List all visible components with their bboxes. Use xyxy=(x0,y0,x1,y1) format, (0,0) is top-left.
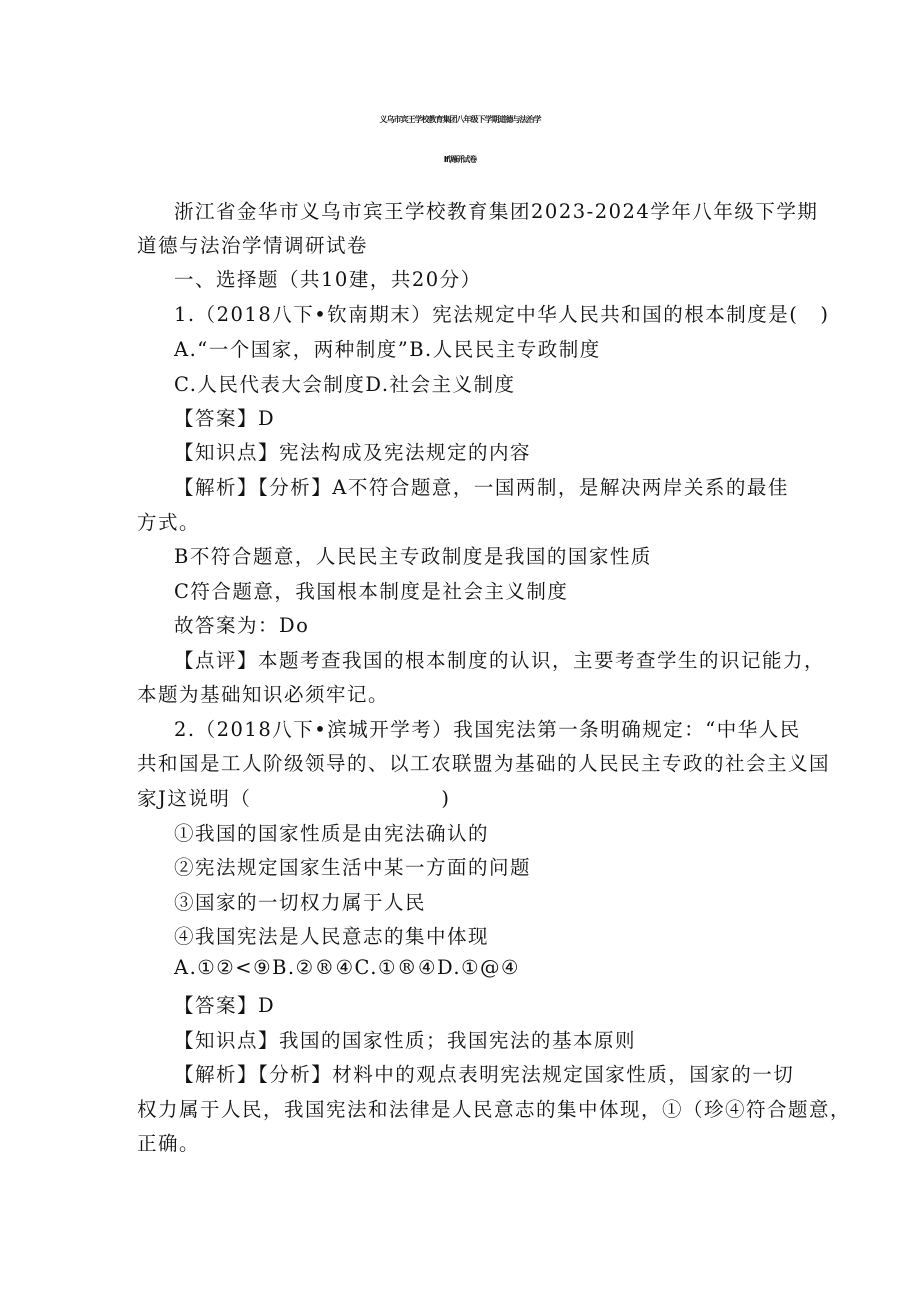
q1-stem-close: ) xyxy=(820,303,830,326)
q2-item-2: ②宪法规定国家生活中某一方面的问题 xyxy=(174,856,532,879)
q2-item-1: ①我国的国家性质是由宪法确认的 xyxy=(174,822,490,845)
q1-comment-line-1: 【点评】本题考查我国的根本制度的认识，主要考查学生的识记能力， xyxy=(174,649,826,672)
q1-analysis-line-1: 【解析】【分析】A不符合题意，一国两制，是解决两岸关系的最佳 xyxy=(174,476,789,499)
q1-comment-line-2: 本题为基础知识必须牢记。 xyxy=(137,683,390,706)
q2-stem-text: 家J这说明（ xyxy=(137,787,252,810)
q1-options-cd: C.人民代表大会制度D.社会主义制度 xyxy=(174,373,516,396)
q2-stem-line-3 xyxy=(137,783,450,811)
document-title-line-2: If调研试卷 xyxy=(443,155,477,164)
q2-analysis-line-2: 权力属于人民，我国宪法和法律是人民意志的集中体现，①（珍④符合题意， xyxy=(137,1098,852,1121)
intro-line-2: 道德与法治学情调研试卷 xyxy=(137,234,369,257)
q2-stem-close: ) xyxy=(441,787,451,810)
q1-options-ab: A.“一个国家，两种制度”B.人民民主专政制度 xyxy=(174,338,601,361)
section-heading: 一、选择题（共10建，共20分） xyxy=(174,268,482,291)
q2-options: A.①②<⑨B.②®④C.①®④D.①@④ xyxy=(174,956,521,979)
q1-stem xyxy=(174,299,829,327)
q2-analysis-line-3: 正确。 xyxy=(137,1132,201,1155)
q1-knowledge: 【知识点】宪法构成及宪法规定的内容 xyxy=(174,441,532,464)
q1-analysis-c: C符合题意，我国根本制度是社会主义制度 xyxy=(174,580,569,603)
q2-analysis-line-1: 【解析】【分析】材料中的观点表明宪法规定国家性质，国家的一切 xyxy=(174,1063,795,1086)
q2-item-4: ④我国宪法是人民意志的集中体现 xyxy=(174,925,490,948)
q2-answer: 【答案】D xyxy=(174,994,276,1017)
q1-stem-text: 1.（2018八下•钦南期末）宪法规定中华人民共和国的根本制度是( xyxy=(174,303,799,326)
q1-analysis-b: B不符合题意，人民民主专政制度是我国的国家性质 xyxy=(174,545,652,568)
document-title-line-1: 义乌市宾王学校教育集团八年级下学期道德与法治学 xyxy=(379,115,541,124)
q2-item-3: ③国家的一切权力属于人民 xyxy=(174,891,427,914)
q1-answer: 【答案】D xyxy=(174,407,276,430)
intro-line-1: 浙江省金华市义乌市宾王学校教育集团2023-2024学年八年级下学期 xyxy=(174,200,819,223)
q2-stem-line-2: 共和国是工人阶级领导的、以工农联盟为基础的人民民主专政的社会主义国 xyxy=(137,752,831,775)
q1-final-answer: 故答案为：Do xyxy=(174,614,310,637)
q2-knowledge: 【知识点】我国的国家性质；我国宪法的基本原则 xyxy=(174,1029,637,1052)
q2-stem-line-1: 2.（2018八下•滨城开学考）我国宪法第一条明确规定：“中华人民 xyxy=(174,718,801,741)
q1-analysis-line-2: 方式。 xyxy=(137,511,201,534)
